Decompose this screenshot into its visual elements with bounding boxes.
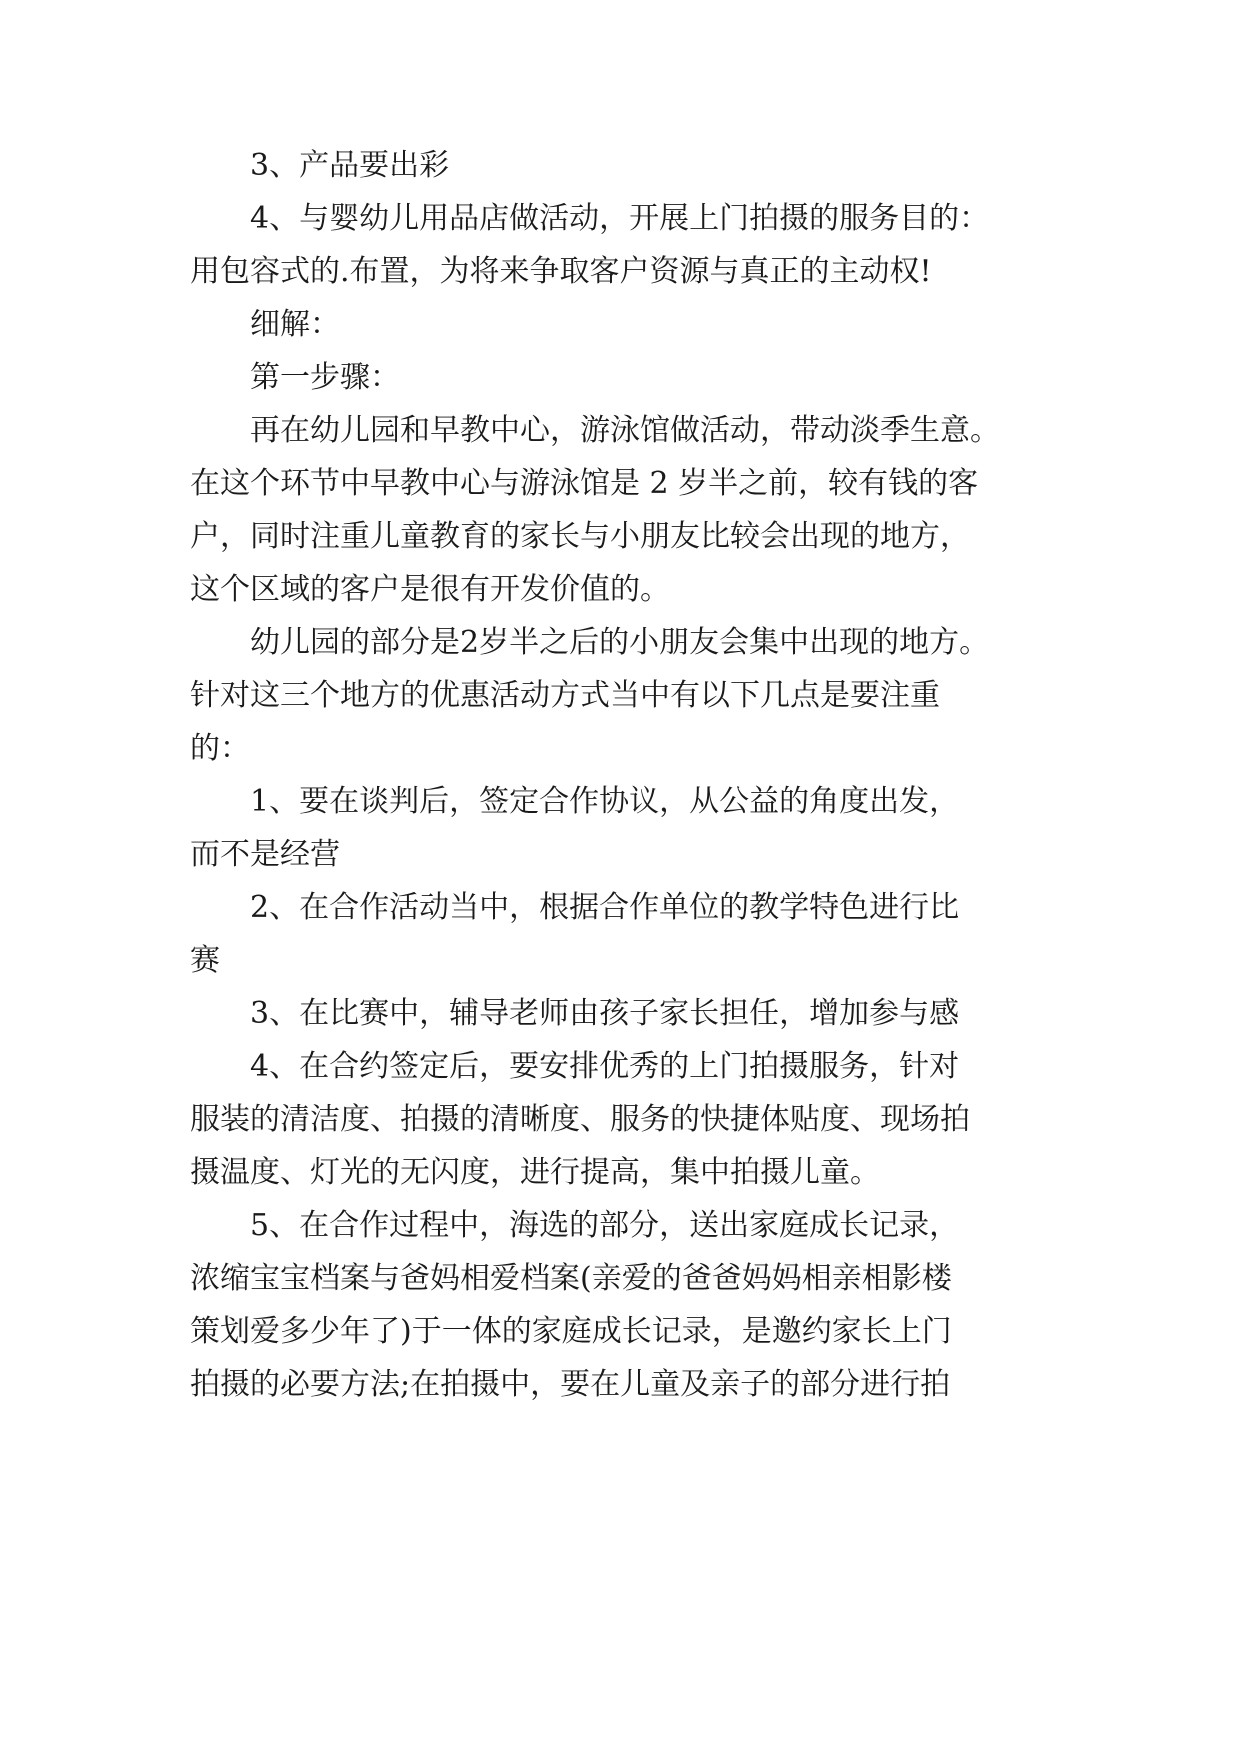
text-line-12: 的： xyxy=(190,731,250,766)
text-line-4: 细解： xyxy=(250,307,340,342)
text-line-18: 4、在合约签定后，要安排优秀的上门拍摄服务，针对 xyxy=(250,1049,960,1084)
text-line-20: 摄温度、灯光的无闪度，进行提高，集中拍摄儿童。 xyxy=(190,1155,880,1190)
text-line-10: 幼儿园的部分是2岁半之后的小朋友会集中出现的地方。 xyxy=(250,625,990,660)
text-line-9: 这个区域的客户是很有开发价值的。 xyxy=(190,572,670,607)
text-line-1: 3、产品要出彩 xyxy=(250,148,450,183)
text-line-21: 5、在合作过程中，海选的部分，送出家庭成长记录， xyxy=(250,1208,960,1243)
text-line-14: 而不是经营 xyxy=(190,837,340,872)
text-line-2: 4、与婴幼儿用品店做活动，开展上门拍摄的服务目的： xyxy=(250,201,990,236)
text-line-13: 1、要在谈判后，签定合作协议，从公益的角度出发， xyxy=(250,784,960,819)
text-line-19: 服装的清洁度、拍摄的清晰度、服务的快捷体贴度、现场拍 xyxy=(190,1102,970,1137)
text-line-3: 用包容式的.布置，为将来争取客户资源与真正的主动权! xyxy=(190,254,932,289)
text-line-23: 策划爱多少年了)于一体的家庭成长记录，是邀约家长上门 xyxy=(190,1314,952,1349)
text-line-22: 浓缩宝宝档案与爸妈相爱档案(亲爱的爸爸妈妈相亲相影楼 xyxy=(190,1261,952,1296)
text-line-24: 拍摄的必要方法;在拍摄中，要在儿童及亲子的部分进行拍 xyxy=(190,1367,951,1402)
text-line-5: 第一步骤： xyxy=(250,360,400,395)
text-line-11: 针对这三个地方的优惠活动方式当中有以下几点是要注重 xyxy=(190,678,940,713)
text-line-8: 户，同时注重儿童教育的家长与小朋友比较会出现的地方， xyxy=(190,519,970,554)
text-line-15: 2、在合作活动当中，根据合作单位的教学特色进行比 xyxy=(250,890,960,925)
text-line-7: 在这个环节中早教中心与游泳馆是 2 岁半之前，较有钱的客 xyxy=(190,466,979,501)
text-line-16: 赛 xyxy=(190,943,220,978)
text-line-17: 3、在比赛中，辅导老师由孩子家长担任，增加参与感 xyxy=(250,996,960,1031)
text-line-6: 再在幼儿园和早教中心，游泳馆做活动，带动淡季生意。 xyxy=(250,413,1000,448)
